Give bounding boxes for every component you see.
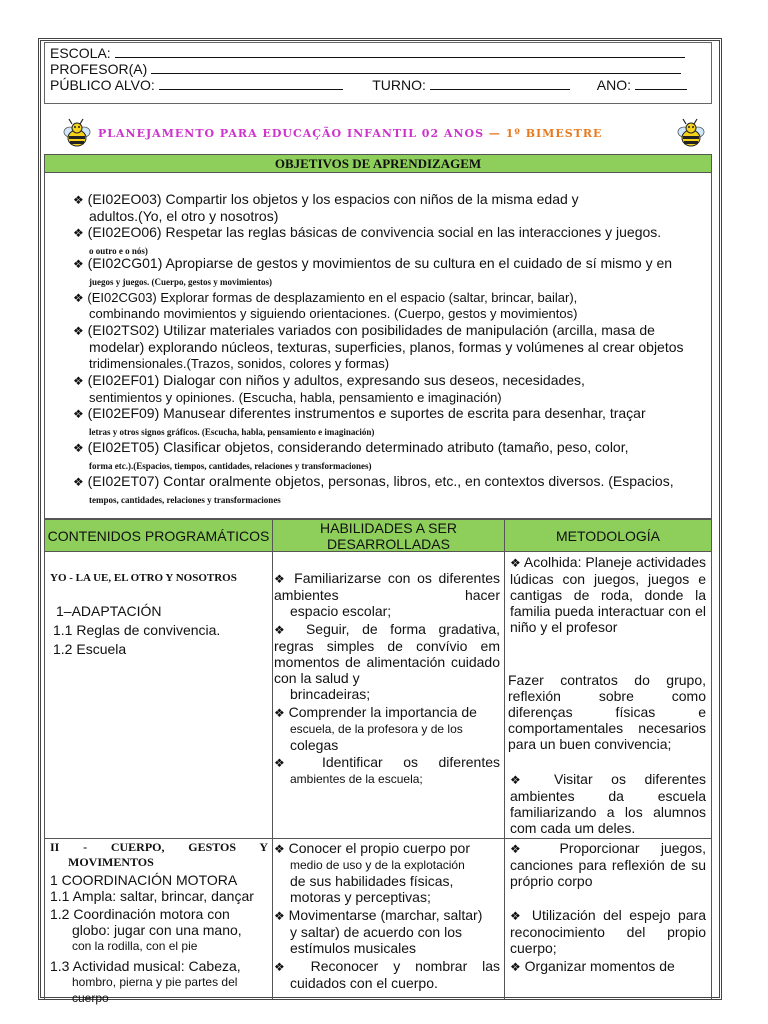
turno-label: TURNO: <box>372 77 426 93</box>
bee-icon <box>674 118 708 152</box>
row2-content-title: II - CUERPO, GESTOS Y MOVIMENTOS <box>50 840 268 869</box>
row1-skill-item: ❖ Familiarizarse con os diferentes ambientes hacer espacio escolar; <box>274 570 500 619</box>
header-metodologia: METODOLOGÍA <box>505 520 711 551</box>
row1-method-item: ❖ Visitar os diferentes ambientes da escuela familiarizando a los alumnos com cada um deles. <box>510 771 706 836</box>
bee-icon <box>60 118 94 152</box>
bullet-icon: ❖ <box>274 842 285 856</box>
table-border <box>272 519 273 999</box>
objective-item: ❖ (EI02EF01) Dialogar con niños y adultos, expresando sus deseos, necesidades, sentimientos y opiniones. (Escucha, habla, pensamiento e imaginación) <box>73 372 585 405</box>
header-habilidades: HABILIDADES A SER DESARROLLADAS <box>273 520 504 551</box>
table-border <box>711 519 712 999</box>
banner-title-main: PLANEJAMENTO PARA EDUCAÇÃO INFANTIL 02 ANOS <box>98 127 485 140</box>
objective-item: ❖ (EI02CG01) Apropiarse de gestos y movimientos de su cultura en el cuidado de sí mismo y en juegos y juegos. (Cuerpo, gestos y movimientos) <box>73 255 673 287</box>
objective-item: ❖ (EI02EF09) Manusear diferentes instrumentos e suportes de escrita para desenhar, traçar letras y otros signos gráficos. (Escucha, habla, pensamiento e imaginación) <box>73 405 646 437</box>
bullet-icon: ❖ <box>73 291 84 305</box>
bullet-icon: ❖ <box>73 441 84 455</box>
table-border <box>44 838 712 839</box>
objective-item: ❖ (EI02ET07) Contar oralmente objetos, personas, libros, etc., en contextos diversos. (Espacios, tempos, cantidades, relaciones y transformaciones <box>73 473 674 505</box>
objective-item: ❖ (EI02CG03) Explorar formas de desplazamiento en el espacio (saltar, brincar, bailar), combinando movimientos y siguiendo orientaciones. (Cuerpo, gestos y movimientos) <box>73 290 578 321</box>
objective-item: ❖ (EI02EO06) Respetar las reglas básicas de convivencia social en las interacciones y juegos. o outro e o nós) <box>73 224 662 256</box>
bullet-icon: ❖ <box>274 909 285 923</box>
bullet-icon: ❖ <box>510 842 539 856</box>
header-contenidos: CONTENIDOS PROGRAMÁTICOS <box>45 520 272 551</box>
bullet-icon: ❖ <box>73 374 84 388</box>
row2-skill-item: ❖ Reconocer y nombrar las cuidados con el cuerpo. <box>274 958 501 991</box>
row2-method-item: ❖ Utilización del espejo para reconocimiento del propio cuerpo; <box>510 907 706 956</box>
bullet-icon: ❖ <box>73 257 84 271</box>
row1-skill-item: ❖ Identificar os diferentes ambientes de la escuela; <box>274 754 500 786</box>
ano-blank[interactable] <box>635 76 687 90</box>
bullet-icon: ❖ <box>73 193 84 207</box>
turno-blank[interactable] <box>430 76 570 90</box>
bullet-icon: ❖ <box>510 556 521 570</box>
ano-label: ANO: <box>596 77 632 93</box>
banner <box>60 118 710 152</box>
row2-skill-item: ❖ Movimentarse (marchar, saltar) y saltar) de acuerdo con los estímulos musicales <box>274 907 483 956</box>
bullet-icon: ❖ <box>274 960 296 974</box>
objectives-box <box>44 173 712 519</box>
row1-content-item: 1.1 Reglas de convivencia. <box>53 622 221 638</box>
row2-skill-item: ❖ Conocer el propio cuerpo por medio de uso y de la explotación de sus habilidades físicas, motoras y perceptivas; <box>274 840 470 905</box>
table-border <box>504 519 505 999</box>
objective-item: ❖ (EI02TS02) Utilizar materiales variados con posibilidades de manipulación (arcilla, masa de modelar) explorando núcleos, texturas, superficies, planos, formas y volúmenes al crear objetos tridimensionales.(Trazos, sonidos, colores y formas) <box>73 322 684 371</box>
row1-method-item: Fazer contratos do grupo, reflexión sobre como diferenças físicas e comportamentales necesarios para un buen convivencia; <box>508 672 706 752</box>
escola-label: ESCOLA: <box>50 45 111 61</box>
bullet-icon: ❖ <box>274 623 294 637</box>
publico-line <box>50 76 687 94</box>
bullet-icon: ❖ <box>73 407 84 421</box>
publico-blank[interactable] <box>159 76 343 90</box>
objectives-heading: OBJETIVOS DE APRENDIZAGEM <box>44 154 712 173</box>
row1-content-item: 1–ADAPTACIÓN <box>56 603 162 619</box>
bullet-icon: ❖ <box>510 909 525 923</box>
bullet-icon: ❖ <box>274 756 302 770</box>
profesor-blank[interactable] <box>151 60 681 74</box>
row1-method-item: ❖ Acolhida: Planeje actividades lúdicas con juegos, juegos e cantigas de roda, donde la familia pueda interactuar con el niño y el profesor <box>510 554 707 635</box>
row1-skill-item: ❖ Seguir, de forma gradativa, regras simples de convívio em momentos de alimentación cuidado con la salud y brincadeiras; <box>274 621 500 702</box>
bullet-icon: ❖ <box>510 773 536 787</box>
row1-content-title: YO - LA UE, EL OTRO Y NOSOTROS <box>50 572 237 584</box>
row2-content-items: 1 COORDINACIÓN MOTORA 1.1 Ampla: saltar, brincar, dançar 1.2 Coordinación motora con globo: jugar con una mano, con la rodilla, con el pie 1.3 Actividad musical: Cabeza, hombro, pierna y pie partes del cuerpo <box>50 872 254 1005</box>
row1-content-item: 1.2 Escuela <box>53 641 127 657</box>
publico-label: PÚBLICO ALVO: <box>50 77 155 93</box>
bullet-icon: ❖ <box>73 324 84 338</box>
bullet-icon: ❖ <box>73 226 84 240</box>
banner-title-bimestre: — 1º BIMESTRE <box>488 127 603 140</box>
bullet-icon: ❖ <box>510 960 521 974</box>
row1-skill-item: ❖ Comprender la importancia de escuela, de la profesora y de los colegas <box>274 704 477 753</box>
profesor-label: PROFESOR(A) <box>50 61 148 77</box>
row2-method-item: ❖ Proporcionar juegos, canciones para reflexión de su próprio corpo <box>510 840 707 889</box>
row2-method-item: ❖ Organizar momentos de <box>510 958 675 974</box>
table-border <box>44 519 45 999</box>
bullet-icon: ❖ <box>274 706 285 720</box>
escola-blank[interactable] <box>115 44 685 58</box>
objective-item: ❖ (EI02ET05) Clasificar objetos, considerando determinado atributo (tamaño, peso, color, forma etc.).(Espacios, tiempos, cantidades, relaciones y transformaciones) <box>73 439 629 471</box>
banner-title <box>98 127 658 140</box>
bullet-icon: ❖ <box>73 475 84 489</box>
objective-item: ❖ (EI02EO03) Compartir los objetos y los espacios con niños de la misma edad y adultos.(Yo, el otro y nosotros) <box>73 191 579 224</box>
bullet-icon: ❖ <box>274 572 288 586</box>
